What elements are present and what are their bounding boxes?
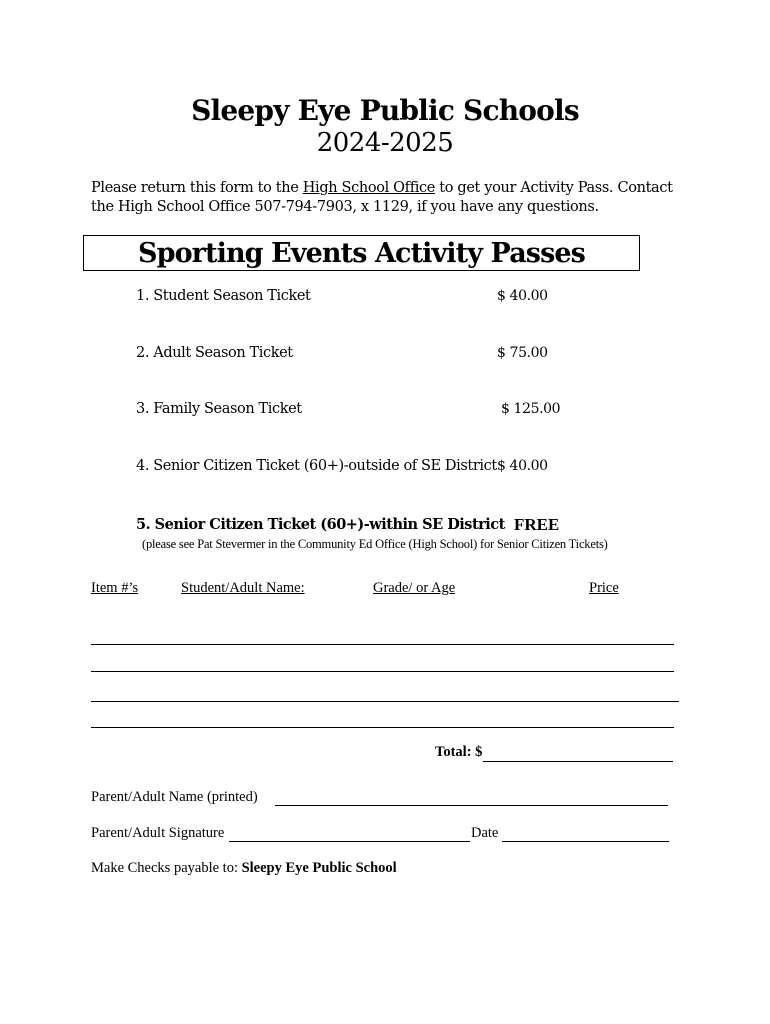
column-header-price: Price	[589, 580, 619, 596]
title-banner	[83, 235, 640, 271]
ticket-adult-label: 2. Adult Season Ticket	[136, 345, 293, 361]
ticket-adult-price: $ 75.00	[497, 345, 548, 361]
intro-text-before: Please return this form to the	[91, 180, 303, 196]
column-header-name: Student/Adult Name:	[181, 580, 305, 596]
entry-line-1[interactable]	[91, 644, 674, 645]
ticket-family-price: $ 125.00	[501, 401, 561, 417]
signature-label: Parent/Adult Signature	[91, 825, 225, 841]
column-header-grade: Grade/ or Age	[373, 580, 456, 596]
entry-line-2[interactable]	[91, 671, 674, 672]
date-label: Date	[471, 825, 499, 841]
ticket-student-label: 1. Student Season Ticket	[136, 288, 311, 304]
intro-paragraph	[91, 179, 681, 217]
checks-payable-line	[91, 860, 397, 877]
banner-title: Sporting Events Activity Passes	[138, 238, 585, 269]
printed-name-label: Parent/Adult Name (printed)	[91, 789, 258, 805]
date-field[interactable]	[502, 841, 669, 842]
school-year: 2024-2025	[316, 128, 454, 158]
intro-text-after: to get your Activity Pass. Contact the High School Office 507-794-7903, x 1129, if you have any questions.	[91, 180, 673, 215]
ticket-senior-within-label: 5. Senior Citizen Ticket (60+)-within SE District	[136, 516, 505, 533]
ticket-senior-within-price: FREE	[514, 515, 560, 534]
ticket-student-price: $ 40.00	[497, 288, 548, 304]
checks-payee: Sleepy Eye Public School	[241, 860, 397, 876]
total-field[interactable]	[483, 761, 673, 762]
entry-line-3[interactable]	[91, 701, 679, 702]
checks-payable-label: Make Checks payable to:	[91, 860, 242, 876]
signature-field[interactable]	[229, 841, 470, 842]
senior-ticket-note: (please see Pat Stevermer in the Community Ed Office (High School) for Senior Citizen Tickets)	[142, 537, 608, 551]
total-label: Total: $	[435, 744, 483, 760]
ticket-senior-outside-label: 4. Senior Citizen Ticket (60+)-outside of SE District	[136, 458, 497, 474]
entry-line-4[interactable]	[91, 727, 674, 728]
high-school-office-link: High School Office	[302, 180, 436, 196]
ticket-senior-outside-price: $ 40.00	[497, 458, 548, 474]
school-name: Sleepy Eye Public Schools	[191, 94, 579, 127]
printed-name-field[interactable]	[275, 805, 668, 806]
column-header-item: Item #’s	[91, 580, 139, 596]
ticket-family-label: 3. Family Season Ticket	[136, 401, 302, 417]
